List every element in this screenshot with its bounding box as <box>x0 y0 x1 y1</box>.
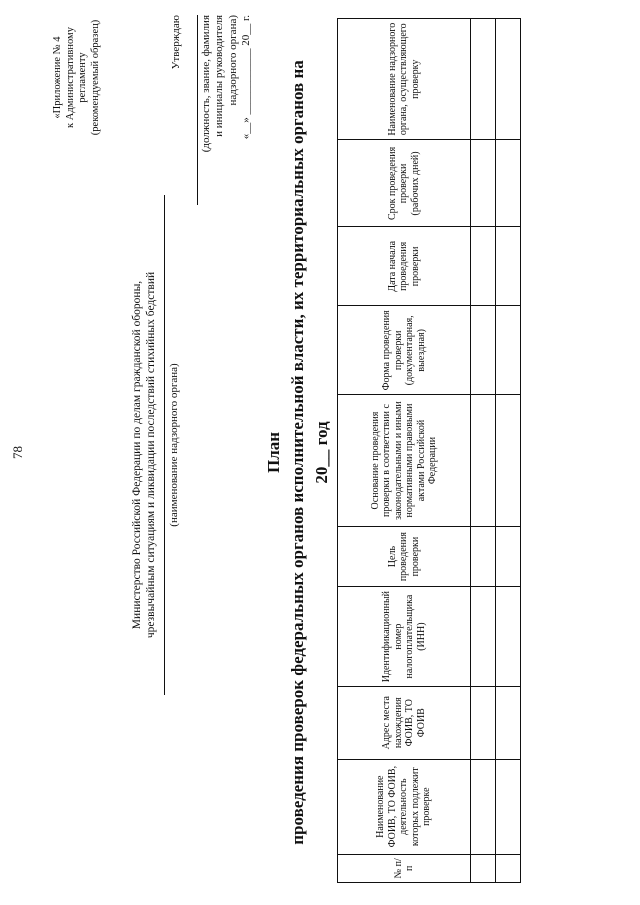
approval-caption: надзорного органа) <box>226 15 239 106</box>
table-cell <box>496 140 521 227</box>
ministry-line: чрезвычайным ситуациям и ликвидации последствий стихийных бедствий <box>145 271 158 639</box>
table-cell <box>471 759 496 854</box>
column-header: Основание проведения проверки в соответствии с законодательными и иными нормативными правовыми актами Российской Федерации <box>338 395 471 526</box>
table-cell <box>471 854 496 882</box>
table-cell <box>471 526 496 587</box>
page-number: 78 <box>10 446 25 459</box>
plan-title: План <box>264 431 283 474</box>
plan-heading <box>262 0 333 905</box>
org-name-line <box>164 195 165 695</box>
table-cell <box>496 395 521 526</box>
approval-title: Утверждаю <box>170 15 182 70</box>
table-cell <box>496 526 521 587</box>
column-header: № п/п <box>338 854 471 882</box>
approval-block <box>170 15 253 205</box>
column-header: Срок проведения проверки (рабочих дней) <box>338 140 471 227</box>
column-header: Наименование ФОИВ, ТО ФОИВ, деятельность которых подлежит проверке <box>338 759 471 854</box>
approval-caption: (должность, звание, фамилия <box>200 15 213 153</box>
plan-year: 20__ год <box>311 421 331 484</box>
table-cell <box>471 19 496 140</box>
table-cell <box>471 395 496 526</box>
table-cell <box>471 587 496 686</box>
column-header: Адрес места нахождения ФОИВ, ТО ФОИВ <box>338 686 471 759</box>
ministry-line: Министерство Российской Федерации по делам гражданской обороны, <box>131 280 143 630</box>
appendix-line: «Приложение № 4 <box>52 36 63 119</box>
table-row <box>471 19 496 883</box>
plan-subtitle: проведения проверок федеральных органов исполнительной власти, их территориальных органов на <box>287 60 307 845</box>
table-cell <box>496 854 521 882</box>
column-header: Цель проведения проверки <box>338 526 471 587</box>
appendix-note <box>52 10 102 145</box>
column-header: Дата начала проведения проверки <box>338 227 471 306</box>
table-cell <box>471 306 496 395</box>
table-cell <box>496 227 521 306</box>
plan-table <box>337 18 521 883</box>
table-cell <box>496 587 521 686</box>
table-cell <box>496 686 521 759</box>
table-cell <box>496 759 521 854</box>
table-cell <box>496 306 521 395</box>
column-header: Форма проведения проверки (документарная, выездная) <box>338 306 471 395</box>
approval-date: «__» ____________ 20__ г. <box>239 15 252 140</box>
column-header: Наименование надзорного органа, осуществляющего проверку <box>338 19 471 140</box>
ministry-name <box>130 175 159 735</box>
approval-caption: и инициалы руководителя <box>213 15 226 137</box>
table-row <box>496 19 521 883</box>
table-cell <box>471 686 496 759</box>
approval-signature-line <box>183 15 198 205</box>
appendix-line: к Административному регламенту <box>64 27 89 128</box>
table-cell <box>496 19 521 140</box>
org-name-caption: (наименование надзорного органа) <box>168 363 180 527</box>
appendix-line: (рекомендуемый образец) <box>89 19 101 136</box>
table-cell <box>471 140 496 227</box>
table-header-row <box>338 19 471 883</box>
column-header: Идентификационный номер налогоплательщика (ИНН) <box>338 587 471 686</box>
table-cell <box>471 227 496 306</box>
